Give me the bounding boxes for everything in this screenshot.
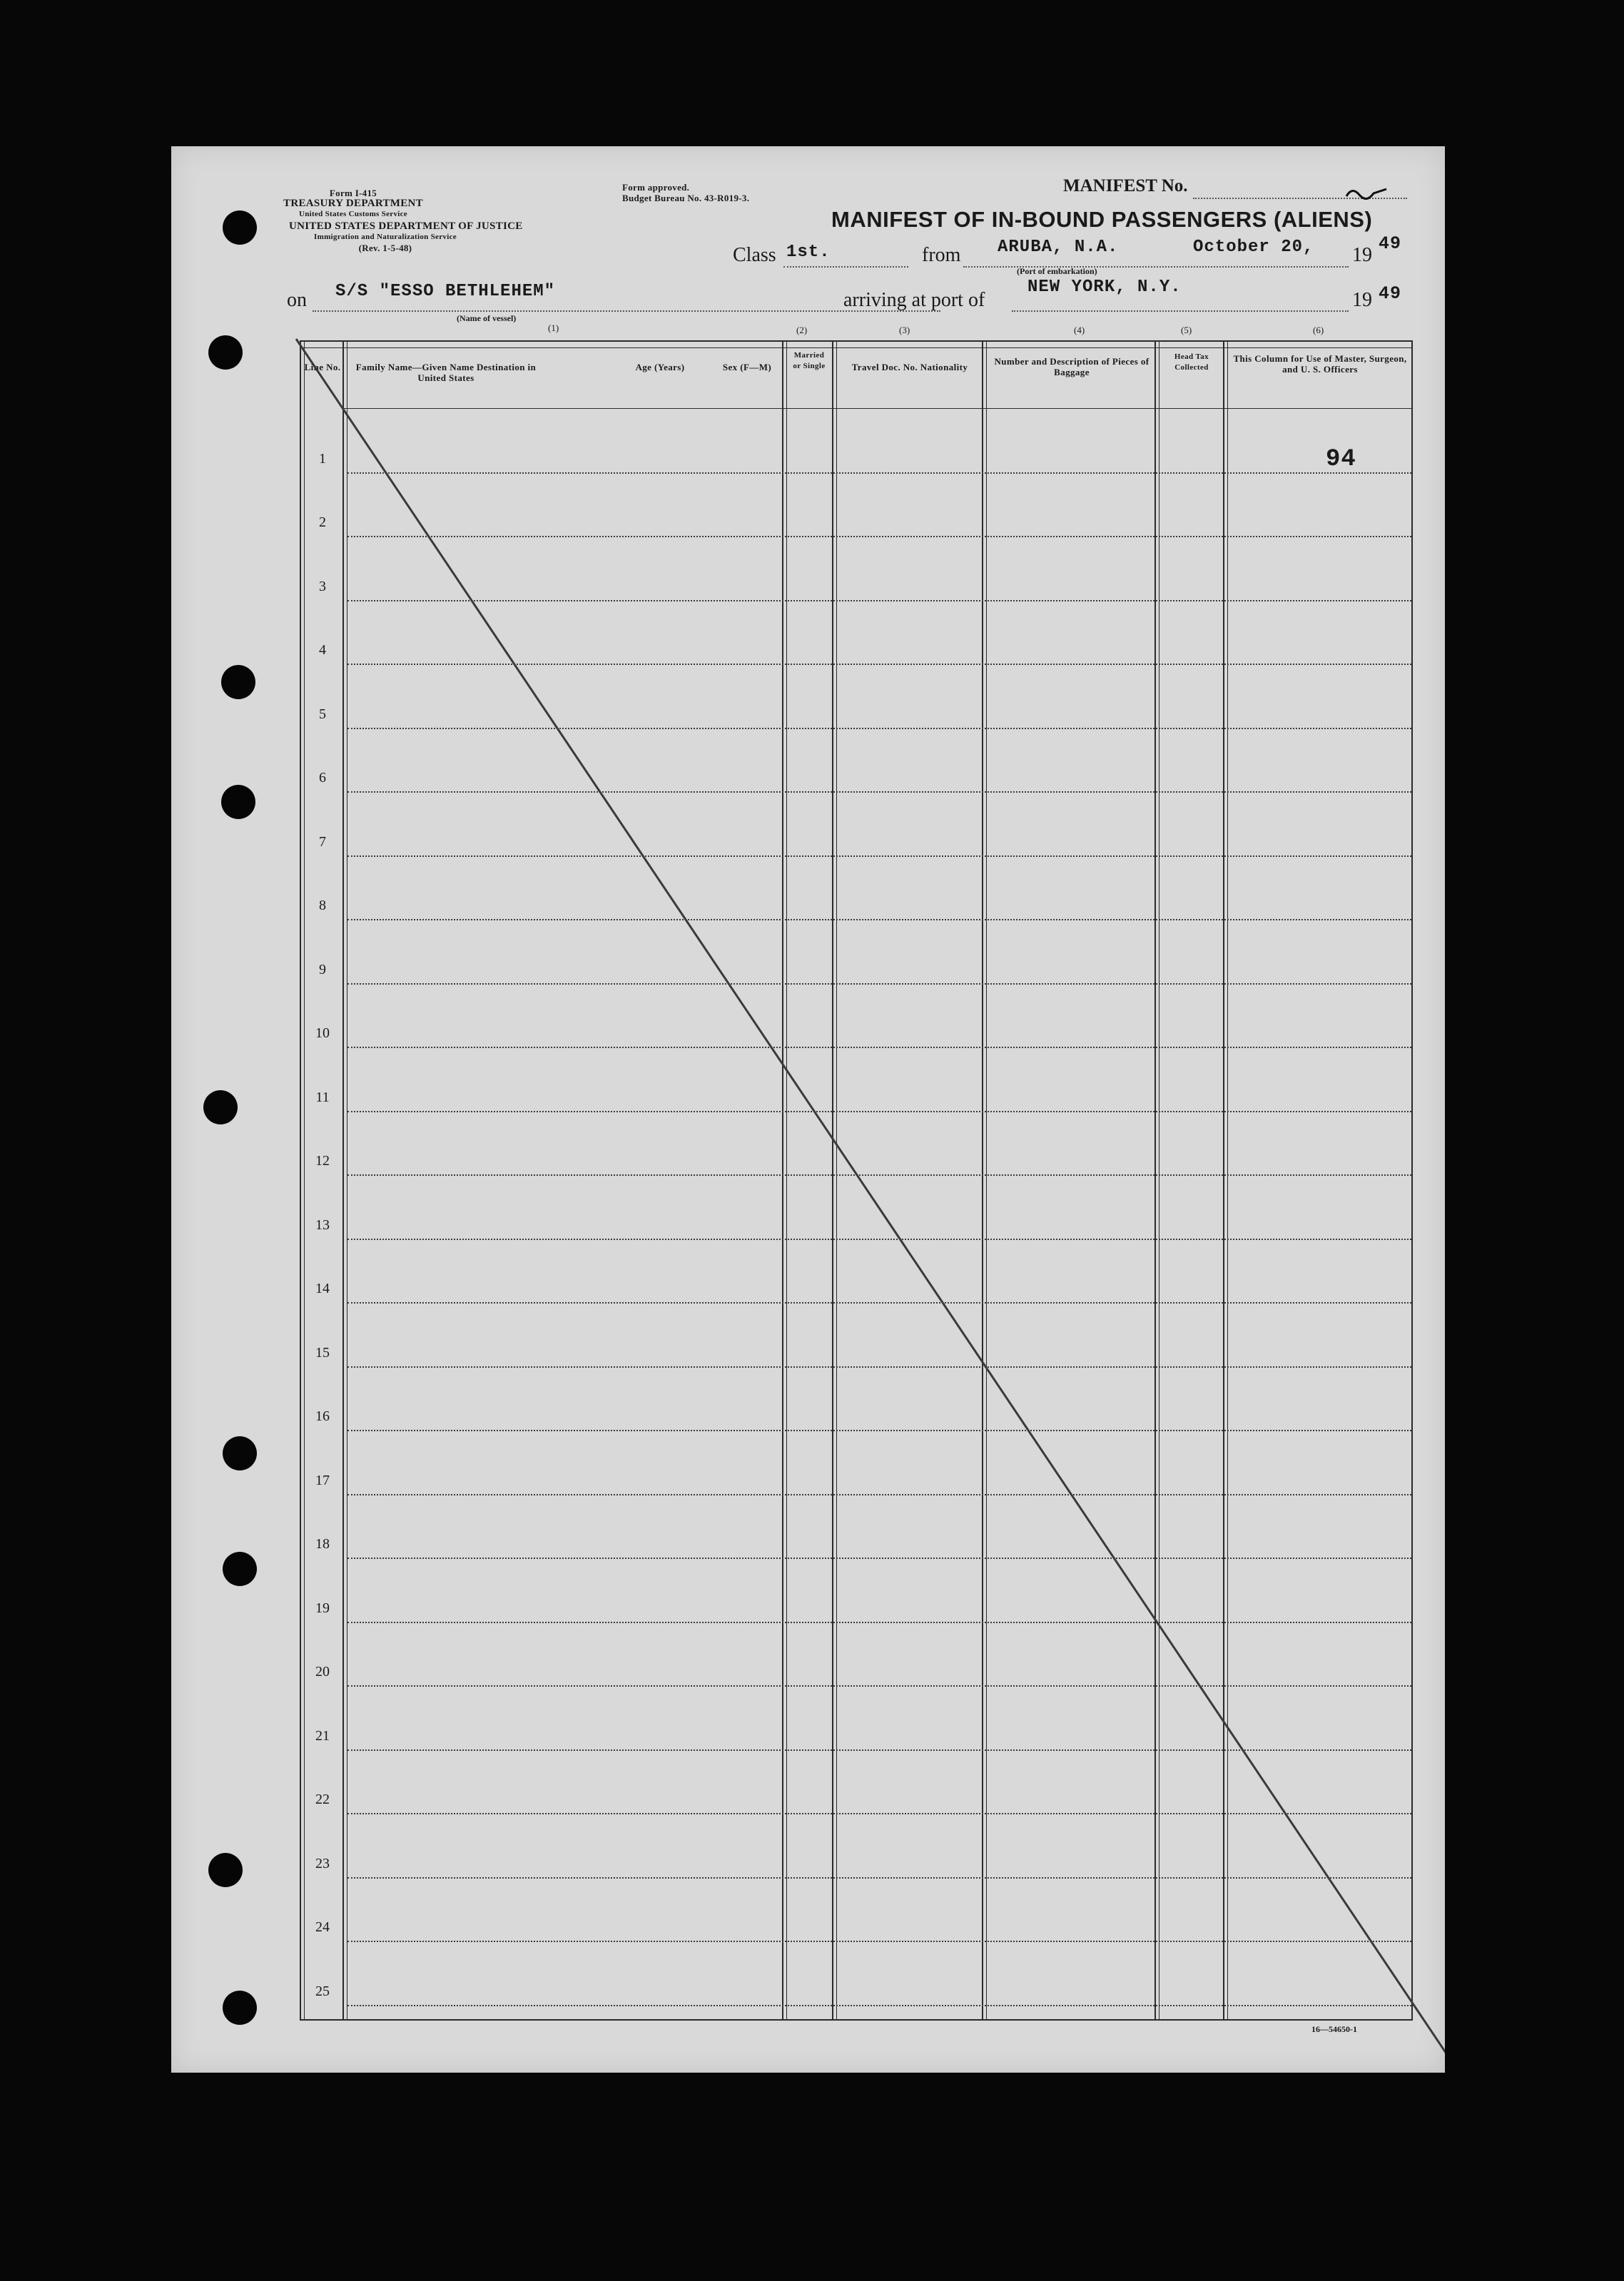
row-number: 16 [315,1408,330,1424]
budget-bureau: Budget Bureau No. 43-R019-3. [622,193,750,203]
row-number: 1 [319,450,326,467]
col-header-officers: This Column for Use of Master, Surgeon, and U. S. Officers [1233,353,1407,375]
form-revision: (Rev. 1-5-48) [358,243,412,253]
col-num: (5) [1181,325,1192,335]
row-number: 7 [319,833,326,850]
row-number: 17 [315,1472,330,1488]
row-number: 8 [319,898,326,913]
form-number: Form I-415 [329,188,377,198]
form-approved: Form approved. [622,182,690,193]
date-value: October 20, [1193,238,1314,257]
row-number: 15 [315,1344,330,1361]
row-number: 23 [315,1855,330,1871]
page-title: MANIFEST OF IN-BOUND PASSENGERS (ALIENS) [831,207,1373,232]
col-header-name: Family Name—Given Name Destination in United States [355,362,537,383]
row-number: 22 [315,1792,330,1807]
row-number: 13 [315,1216,330,1233]
cross-out-line [171,146,1445,2073]
row-number: 4 [319,642,326,658]
customs-service: United States Customs Service [299,210,407,218]
row-number: 9 [319,961,326,977]
col-header-married: Married or Single [793,351,826,370]
row-number: 12 [315,1153,330,1169]
arrival-port-value: NEW YORK, N.Y. [1027,278,1182,297]
vessel-caption: (Name of vessel) [457,313,517,323]
ins-service: Immigration and Naturalization Service [314,233,457,241]
col-num: (3) [899,325,910,335]
row-number: 5 [319,706,326,722]
footer-code: 16—54650-1 [1311,2024,1357,2034]
col-header-headtax: Head Tax Collected [1174,352,1209,372]
arriving-label: arriving at port of [843,289,985,311]
justice-dept: UNITED STATES DEPARTMENT OF JUSTICE [289,220,523,232]
row-number: 6 [319,770,326,786]
manifest-page [171,146,1445,2073]
on-label: on [287,289,307,311]
col-num: (6) [1313,325,1324,335]
row-number: 11 [315,1089,330,1105]
row-number: 20 [315,1664,330,1680]
row-number: 18 [315,1536,330,1552]
row-number: 25 [315,1983,330,1999]
row-number: 10 [315,1025,330,1041]
col-header-line: Line No. [304,362,341,372]
treasury-dept: TREASURY DEPARTMENT [283,198,423,209]
vessel-name: S/S "ESSO BETHLEHEM" [335,282,556,301]
year-prefix: 19 [1352,244,1372,266]
ink-mark-icon [1345,183,1395,205]
row-number: 24 [315,1919,330,1935]
row-number: 2 [319,514,326,530]
class-value: 1st. [786,243,831,262]
class-label: Class [733,244,776,266]
row-number: 21 [315,1727,330,1744]
col-header-age: Age (Years) [635,362,685,372]
port-embarkation-caption: (Port of embarkation) [1017,266,1097,276]
col-header-baggage: Number and Description of Pieces of Baggage [994,356,1150,377]
year-value: 49 [1379,233,1402,254]
arrival-year-value: 49 [1379,283,1402,304]
arrival-year-prefix: 19 [1352,289,1372,311]
manifest-number-label: MANIFEST No. [1063,176,1188,195]
row-number: 3 [319,578,326,594]
col-header-travel: Travel Doc. No. Nationality [851,362,968,372]
col-header-sex: Sex (F—M) [722,362,772,372]
col-num: (4) [1074,325,1085,335]
vessel-colnum: (1) [548,322,559,333]
col-num: (2) [796,325,808,335]
row-number: 19 [315,1600,330,1616]
row-number: 14 [315,1281,330,1296]
from-value: ARUBA, N.A. [998,238,1119,257]
from-label: from [922,244,961,266]
stamp-number: 94 [1326,446,1356,473]
